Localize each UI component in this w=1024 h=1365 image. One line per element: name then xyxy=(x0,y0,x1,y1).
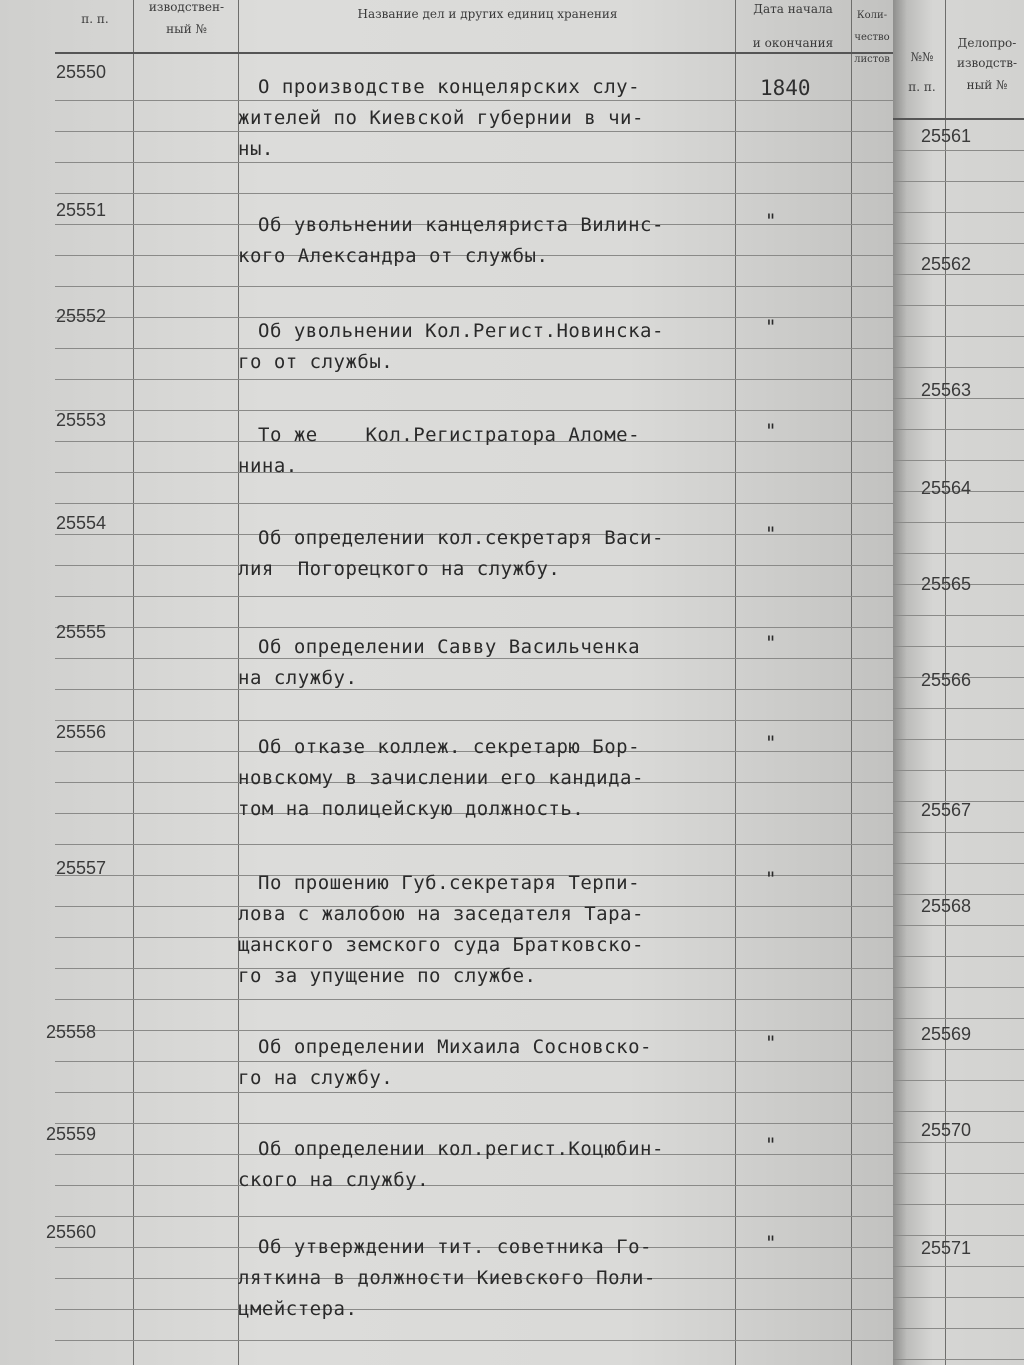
entry-title-line: По прошению Губ.секретаря Терпи- xyxy=(258,872,641,894)
right-entry-number: 25563 xyxy=(921,380,972,400)
ruled-line xyxy=(55,100,893,101)
ruled-line xyxy=(55,658,893,659)
entry-number: 25556 xyxy=(56,722,107,742)
entry-title-line: Об определении кол.секретаря Васи- xyxy=(258,527,664,549)
ruled-line xyxy=(893,925,1024,926)
ruled-line xyxy=(893,1080,1024,1081)
ruled-line xyxy=(893,956,1024,957)
right-entry-number: 25570 xyxy=(921,1120,972,1140)
ruled-line xyxy=(893,770,1024,771)
entry-title-line: Об отказе коллеж. секретарю Бор- xyxy=(258,736,641,758)
entry-title-line: кого Александра от службы. xyxy=(238,245,549,267)
ruled-line xyxy=(893,429,1024,430)
entry-title-line: Об увольнении канцеляриста Вилинс- xyxy=(258,214,664,236)
ruled-line xyxy=(55,627,893,628)
entry-date: " xyxy=(765,210,777,232)
ruled-line xyxy=(893,367,1024,368)
ruled-line xyxy=(55,1030,893,1031)
ruled-line xyxy=(55,844,893,845)
right-header-num-1: №№ xyxy=(910,50,934,64)
ruled-line xyxy=(893,615,1024,616)
ruled-line xyxy=(893,1173,1024,1174)
ruled-line xyxy=(55,379,893,380)
ruled-line xyxy=(893,1266,1024,1267)
ruled-line xyxy=(893,1297,1024,1298)
ruled-line xyxy=(55,720,893,721)
entry-title-line: лова с жалобою на заседателя Тара- xyxy=(238,903,644,925)
ruled-line xyxy=(893,460,1024,461)
ruled-line xyxy=(893,739,1024,740)
right-header-prod-1: Делопро- xyxy=(957,36,1017,50)
ruled-line xyxy=(55,596,893,597)
entry-title-line: То же Кол.Регистратора Аломе- xyxy=(258,424,641,446)
right-header-prod-2: изводств- xyxy=(956,56,1018,70)
entry-title-line: на службу. xyxy=(238,667,358,689)
right-entry-number: 25565 xyxy=(921,574,972,594)
entry-date: " xyxy=(765,420,777,442)
ruled-line xyxy=(55,1340,893,1341)
header-col-sheets-2: чество xyxy=(854,32,890,43)
right-entry-number: 25567 xyxy=(921,800,972,820)
column-rule xyxy=(133,0,134,1365)
entry-date: " xyxy=(765,1032,777,1054)
column-rule xyxy=(735,0,736,1365)
ruled-line xyxy=(893,646,1024,647)
ruled-line xyxy=(55,1092,893,1093)
entry-date: " xyxy=(765,1232,777,1254)
entry-title-line: го от службы. xyxy=(238,351,394,373)
entry-date: " xyxy=(765,868,777,890)
ruled-line xyxy=(893,1018,1024,1019)
ruled-line xyxy=(893,863,1024,864)
header-rule xyxy=(55,52,893,54)
header-col-prod-1: изводствен- xyxy=(148,0,225,14)
ruled-line xyxy=(55,1123,893,1124)
ruled-line xyxy=(893,1204,1024,1205)
ruled-line xyxy=(893,832,1024,833)
ruled-line xyxy=(893,336,1024,337)
ruled-line xyxy=(893,1111,1024,1112)
ruled-line xyxy=(893,212,1024,213)
entry-number: 25559 xyxy=(46,1124,97,1144)
ruled-line xyxy=(893,181,1024,182)
ruled-line xyxy=(55,131,893,132)
right-header-prod-3: ный № xyxy=(966,78,1008,92)
entry-title-line: щанского земского суда Братковско- xyxy=(238,934,644,956)
entry-title-line: том на полицейскую должность. xyxy=(238,798,585,820)
column-rule xyxy=(851,0,852,1365)
entry-title-line: лия Погорецкого на службу. xyxy=(238,558,561,580)
right-entry-number: 25568 xyxy=(921,896,972,916)
ruled-line xyxy=(893,305,1024,306)
header-col-sheets-1: Коли- xyxy=(856,10,888,21)
ruled-line xyxy=(893,522,1024,523)
ruled-line xyxy=(55,472,893,473)
entry-title-line: жителей по Киевской губернии в чи- xyxy=(238,107,644,129)
ruled-line xyxy=(55,1061,893,1062)
ruled-line xyxy=(55,1185,893,1186)
entry-title-line: го на службу. xyxy=(238,1067,394,1089)
entry-number: 25560 xyxy=(46,1222,97,1242)
entry-date: " xyxy=(765,1134,777,1156)
ruled-line xyxy=(893,150,1024,151)
entry-title-line: новскому в зачислении его кандида- xyxy=(238,767,644,789)
ruled-line xyxy=(893,987,1024,988)
entry-number: 25553 xyxy=(56,410,107,430)
ruled-line xyxy=(893,708,1024,709)
right-entry-number: 25562 xyxy=(921,254,972,274)
entry-date: " xyxy=(765,732,777,754)
entry-title-line: ляткина в должности Киевского Поли- xyxy=(238,1267,656,1289)
entry-number: 25558 xyxy=(46,1022,97,1042)
entry-date: " xyxy=(765,632,777,654)
ruled-line xyxy=(893,1049,1024,1050)
ruled-line xyxy=(893,553,1024,554)
entry-number: 25550 xyxy=(56,62,107,82)
entry-date: " xyxy=(765,316,777,338)
right-header-num-2: п. п. xyxy=(908,80,936,94)
entry-title-line: Об утверждении тит. советника Го- xyxy=(258,1236,652,1258)
entry-number: 25551 xyxy=(56,200,107,220)
ruled-line xyxy=(55,286,893,287)
right-entry-number: 25566 xyxy=(921,670,972,690)
entry-number: 25557 xyxy=(56,858,107,878)
ruled-line xyxy=(893,1328,1024,1329)
ruled-line xyxy=(55,503,893,504)
header-col-title: Название дел и других единиц хранения xyxy=(357,7,618,21)
right-entry-number: 25564 xyxy=(921,478,972,498)
entry-title-line: Об определении Михаила Сосновско- xyxy=(258,1036,652,1058)
right-header-rule xyxy=(893,118,1024,120)
right-entry-number: 25569 xyxy=(921,1024,972,1044)
entry-number: 25555 xyxy=(56,622,107,642)
right-entry-number: 25561 xyxy=(921,126,972,146)
ruled-line xyxy=(893,1142,1024,1143)
ruled-line xyxy=(893,243,1024,244)
facing-page xyxy=(893,0,1024,1365)
header-col-dates-2: и окончания xyxy=(752,36,834,50)
right-entry-number: 25571 xyxy=(921,1238,972,1258)
ruled-line xyxy=(55,410,893,411)
ruled-line xyxy=(893,894,1024,895)
header-col-num: п. п. xyxy=(81,12,109,26)
ruled-line xyxy=(893,1235,1024,1236)
entry-date: 1840 xyxy=(760,76,811,100)
ruled-line xyxy=(55,1309,893,1310)
entry-title-line: Об увольнении Кол.Регист.Новинска- xyxy=(258,320,664,342)
entry-number: 25552 xyxy=(56,306,107,326)
entry-title-line: го за упущение по службе. xyxy=(238,965,537,987)
ruled-line xyxy=(55,999,893,1000)
ruled-line xyxy=(893,1359,1024,1360)
ruled-line xyxy=(55,162,893,163)
entry-title-line: Об определении Савву Васильченка xyxy=(258,636,641,658)
header-col-sheets-3: листов xyxy=(854,54,890,65)
entry-title-line: ского на службу. xyxy=(238,1169,430,1191)
entry-title-line: цмейстера. xyxy=(238,1298,358,1320)
ruled-line xyxy=(55,348,893,349)
header-col-dates-1: Дата начала xyxy=(753,2,833,16)
entry-title-line: нина. xyxy=(238,455,298,477)
ruled-line xyxy=(55,689,893,690)
ruled-line xyxy=(55,193,893,194)
header-col-prod-2: ный № xyxy=(166,22,207,36)
entry-date: " xyxy=(765,523,777,545)
entry-title-line: Об определении кол.регист.Коцюбин- xyxy=(258,1138,664,1160)
entry-number: 25554 xyxy=(56,513,107,533)
entry-title-line: ны. xyxy=(238,138,274,160)
entry-title-line: О производстве концелярских слу- xyxy=(258,76,641,98)
ruled-line xyxy=(55,1216,893,1217)
